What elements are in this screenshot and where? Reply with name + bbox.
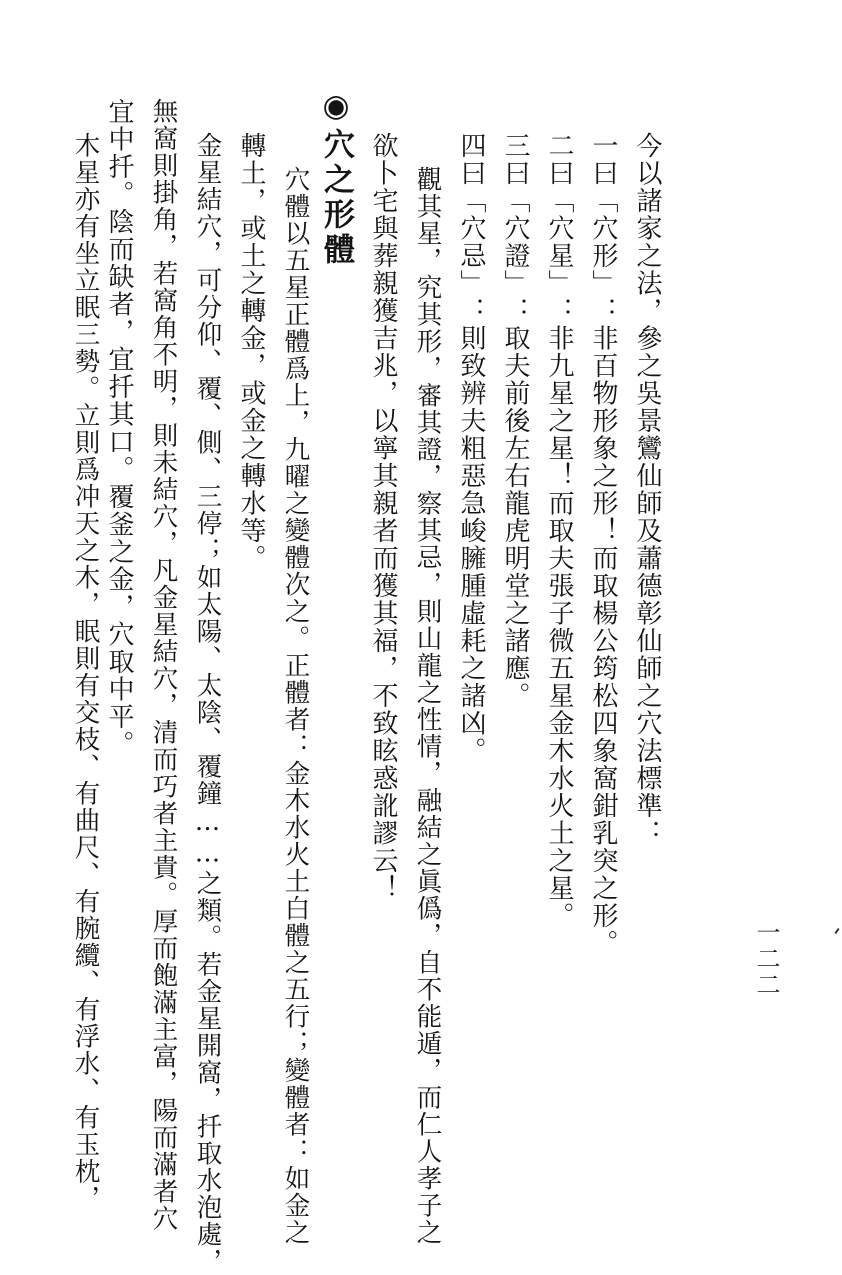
intro-line-4: 三曰「穴證」：取夫前後左右龍虎明堂之諸應。	[500, 132, 530, 710]
section-line-1: 穴體以五星正體爲上，九曜之變體次之。正體者：金木水火土白體之五行；變體者：如金之	[280, 166, 311, 1246]
intro-line-7: 欲卜宅與葬親獲吉兆，以寧其親者而獲其福，不致眩惑訛謬云！	[368, 132, 398, 902]
intro-line-2: 一曰「穴形」：非百物形象之形！而取楊公筠松四象窩鉗乳突之形。	[588, 132, 618, 957]
page-number: 一二二	[752, 920, 780, 998]
intro-line-5: 四曰「穴忌」：則致辨夫粗惡急峻臃腫虛耗之諸凶。	[456, 132, 486, 765]
section-line-4: 無窩則掛角，若窩角不明，則未結穴，凡金星結穴，清而巧者主貴。厚而飽滿主富，陽而滿者穴	[148, 98, 179, 1232]
section-line-5: 宜中扦。陰而缺者，宜扦其口。覆釜之金，穴取中平。	[104, 98, 134, 758]
scan-mark	[834, 928, 839, 934]
section-line-6: 木星亦有坐立眠三勢。立則爲冲天之木，眠則有交枝、有曲尺、有腕纜、有浮水、有玉枕，	[70, 132, 101, 1212]
section-line-3: 金星結穴，可分仰、覆、側、三停；如太陽、太陰、覆鐘……之類。若金星開窩，扦取水泡處，	[192, 132, 223, 1275]
intro-line-1: 今以諸家之法，參之吳景鸞仙師及蕭德彰仙師之穴法標準：	[632, 132, 662, 847]
intro-line-3: 二曰「穴星」：非九星之星！而取夫張子微五星金木水火土之星。	[544, 132, 574, 930]
section-title: ◉穴之形體	[318, 88, 354, 268]
section-line-2: 轉土，或土之轉金，或金之轉水等。	[236, 132, 266, 572]
intro-line-6: 觀其星，究其形，審其證，察其忌，則山龍之性情，融結之眞僞，自不能遁，而仁人孝子之	[412, 166, 443, 1246]
